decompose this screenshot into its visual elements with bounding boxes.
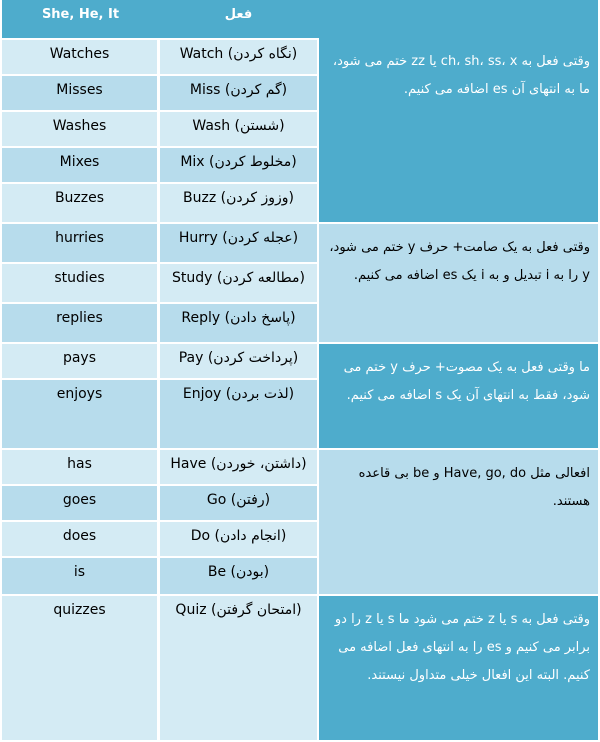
third-person-cell: enjoys [2,380,157,448]
table-row [0,74,320,110]
rule-ies: وقتی فعل به یک صامت+ حرف y ختم می شود، y را به i تبدیل و به i یک es اضافه می کنیم. [319,224,598,342]
table-row [0,38,320,74]
third-person-cell: Washes [2,112,157,146]
table-row [0,302,320,342]
third-person-cell: quizzes [2,596,157,740]
third-person-cell: pays [2,344,157,378]
table-row [0,520,320,556]
third-person-cell: is [2,558,157,594]
rule-double: وقتی فعل به s یا z ختم می شود ما s یا z را دو برابر می کنیم و es را به انتهای فعل اضافه می کنیم. البته این افعال خیلی متداول نیستند. [319,596,598,740]
verb-cell: (انجام دادن) Do [160,522,317,556]
table-row [0,110,320,146]
third-person-cell: Mixes [2,148,157,182]
verb-cell: (لذت بردن) Enjoy [160,380,317,448]
verb-cell: (پاسخ دادن) Reply [160,304,317,342]
table-row [0,594,320,740]
table-row [0,342,320,378]
table-row [0,556,320,594]
table-row [0,222,320,262]
verb-cell: (امتحان گرفتن) Quiz [160,596,317,740]
table-row [0,262,320,302]
rule-irregular: افعالی مثل Have, go, do و be بی قاعده هستند. [319,450,598,594]
table-row [0,484,320,520]
rule-es: وقتی فعل به ch، sh، ss، x یا zz ختم می شود، ما به انتهای آن es اضافه می کنیم. [319,38,598,222]
verb-cell: (شستن) Wash [160,112,317,146]
verb-cell: (پرداخت کردن) Pay [160,344,317,378]
table-row [0,378,320,448]
verb-cell: (مطالعه کردن) Study [160,264,317,302]
third-person-cell: has [2,450,157,484]
third-person-cell: does [2,522,157,556]
third-person-cell: Misses [2,76,157,110]
third-person-cell: replies [2,304,157,342]
verb-cell: (گم کردن) Miss [160,76,317,110]
verb-cell: (عجله کردن) Hurry [160,224,317,262]
header-rule [318,0,598,38]
third-person-cell: hurries [2,224,157,262]
table-row [0,146,320,182]
verb-cell: (وزوز کردن) Buzz [160,184,317,222]
verb-cell: (رفتن) Go [160,486,317,520]
header-third-person: She, He, It [2,0,159,38]
table-row [0,182,320,222]
verb-cell: (نگاه کردن) Watch [160,40,317,74]
third-person-cell: studies [2,264,157,302]
verb-cell: (داشتن، خوردن) Have [160,450,317,484]
verb-cell: (بودن) Be [160,558,317,594]
third-person-cell: Watches [2,40,157,74]
table-row [0,448,320,484]
rule-vowel-y: ما وقتی فعل به یک مصوت+ حرف y ختم می شود، فقط به انتهای آن یک s اضافه می کنیم. [319,344,598,448]
third-person-cell: goes [2,486,157,520]
third-person-cell: Buzzes [2,184,157,222]
header-verb: فعل [159,0,318,38]
verb-cell: (مخلوط کردن) Mix [160,148,317,182]
